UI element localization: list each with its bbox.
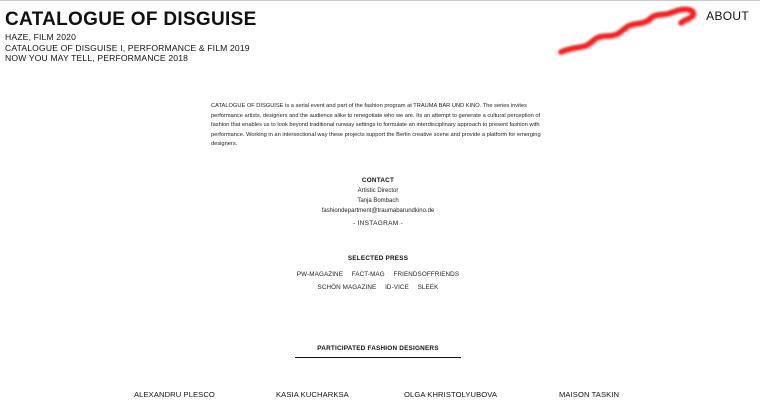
press-link-sleek[interactable]: SLEEK <box>417 284 439 291</box>
designer-link-alexandru-plesco[interactable]: ALEXANDRU PLESCO <box>134 390 215 399</box>
press-link-id-vice[interactable]: ID-VICE <box>385 284 409 291</box>
contact-name: Tanja Bombach <box>357 198 399 204</box>
designer-link-olga-khristolyubova[interactable]: OLGA KHRISTOLYUBOVA <box>404 390 498 399</box>
contact-heading: CONTACT <box>361 177 395 184</box>
designers-heading: PARTICIPATED FASHION DESIGNERS <box>317 345 439 352</box>
press-row-2 <box>238 281 518 294</box>
press-row-1 <box>238 268 518 281</box>
press-link-schoen-magazine[interactable]: SCHÖN MAGAZINE <box>317 284 377 291</box>
press-heading: SELECTED PRESS <box>347 255 409 262</box>
intro-paragraph: CATALOGUE OF DISGUISE is a serial event and part of the fashion program at TRAUMA BAR UND KINO. The series invites performance artists, designers and the audience alike to renegotiate who we are. Its an attempt to generate a cultural perception of fashion that enables us to look beyond traditional runway settings to formulate an interdisciplinary approach to present fashion with performance. Working in an intersectional way these projects support the Berlin creative scene and provide a platform for emerging designers. <box>211 103 541 147</box>
work-link-catalogue-i[interactable]: CATALOGUE OF DISGUISE I, PERFORMANCE & FILM 2019 <box>5 42 250 53</box>
press-link-fact-mag[interactable]: FACT-MAG <box>351 271 385 278</box>
contact-email-link[interactable]: fashiondepartment@traumabarundkino.de <box>321 208 435 214</box>
press-link-pw-magazine[interactable]: PW-MAGAZINE <box>296 271 343 278</box>
red-brush-stroke-icon <box>555 2 705 60</box>
top-divider <box>0 0 760 1</box>
press-section <box>238 254 518 294</box>
designer-link-kasia-kucharksa[interactable]: KASIA KUCHARKSA <box>276 390 349 399</box>
about-link[interactable]: ABOUT <box>706 9 749 23</box>
instagram-link[interactable]: - INSTAGRAM - <box>353 220 403 227</box>
contact-role: Artistic Director <box>357 188 399 194</box>
designers-section <box>238 344 518 354</box>
designers-underline <box>295 357 461 358</box>
work-link-now-you-may-tell[interactable]: NOW YOU MAY TELL, PERFORMANCE 2018 <box>5 53 189 64</box>
site-title[interactable]: CATALOGUE OF DISGUISE <box>5 9 257 30</box>
works-nav <box>5 32 250 64</box>
work-link-haze[interactable]: HAZE, FILM 2020 <box>5 32 77 42</box>
designer-link-maison-taskin[interactable]: MAISON TASKIN <box>559 390 620 399</box>
press-link-friendsoffriends[interactable]: FRIENDSOFFRIENDS <box>393 271 460 278</box>
contact-section <box>238 176 518 216</box>
